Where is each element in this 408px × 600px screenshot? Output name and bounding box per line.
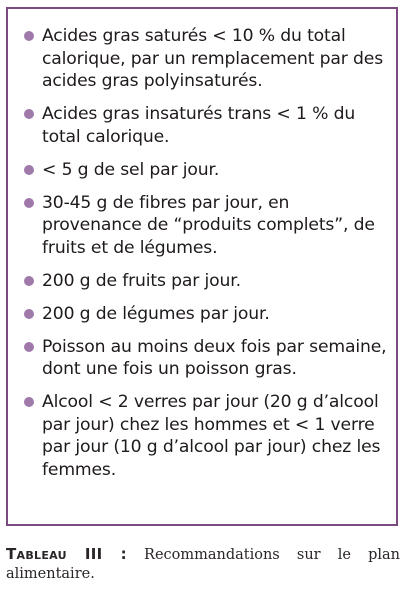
list-item-text: 200 g de fruits par jour. — [42, 270, 241, 291]
list-item — [20, 159, 392, 182]
list-item-text: 30-45 g de fibres par jour, en provenance de “produits complets”, de fruits et de légumes. — [42, 192, 375, 258]
list-item — [20, 25, 392, 93]
list-item — [20, 391, 392, 481]
bullet-icon — [24, 31, 34, 41]
list-item-text: 200 g de légumes par jour. — [42, 303, 270, 324]
bullet-icon — [24, 109, 34, 119]
recommendations-list — [20, 25, 392, 492]
bullet-icon — [24, 309, 34, 319]
caption-text: Recommandations sur le plan alimentaire. — [6, 547, 400, 582]
bullet-icon — [24, 198, 34, 208]
bullet-icon — [24, 342, 34, 352]
bullet-icon — [24, 165, 34, 175]
list-item — [20, 336, 392, 381]
list-item-text: Alcool < 2 verres par jour (20 g d’alcool par jour) chez les hommes et < 1 verre par jour (10 g d’alcool par jour) chez les femmes. — [42, 392, 381, 480]
caption-label: Tableau III : — [6, 545, 127, 563]
list-item-text: < 5 g de sel par jour. — [42, 159, 220, 180]
list-item — [20, 270, 392, 293]
recommendations-box — [6, 7, 398, 526]
list-item-text: Acides gras saturés < 10 % du total calorique, par un remplacement par des acides gras polyinsaturés. — [42, 26, 384, 91]
list-item — [20, 303, 392, 326]
list-item-text: Poisson au moins deux fois par semaine, dont une fois un poisson gras. — [42, 336, 387, 379]
list-item-text: Acides gras insaturés trans < 1 % du total calorique. — [42, 104, 356, 147]
table-caption — [6, 545, 400, 584]
list-item — [20, 192, 392, 260]
bullet-icon — [24, 397, 34, 407]
list-item — [20, 103, 392, 148]
bullet-icon — [24, 276, 34, 286]
